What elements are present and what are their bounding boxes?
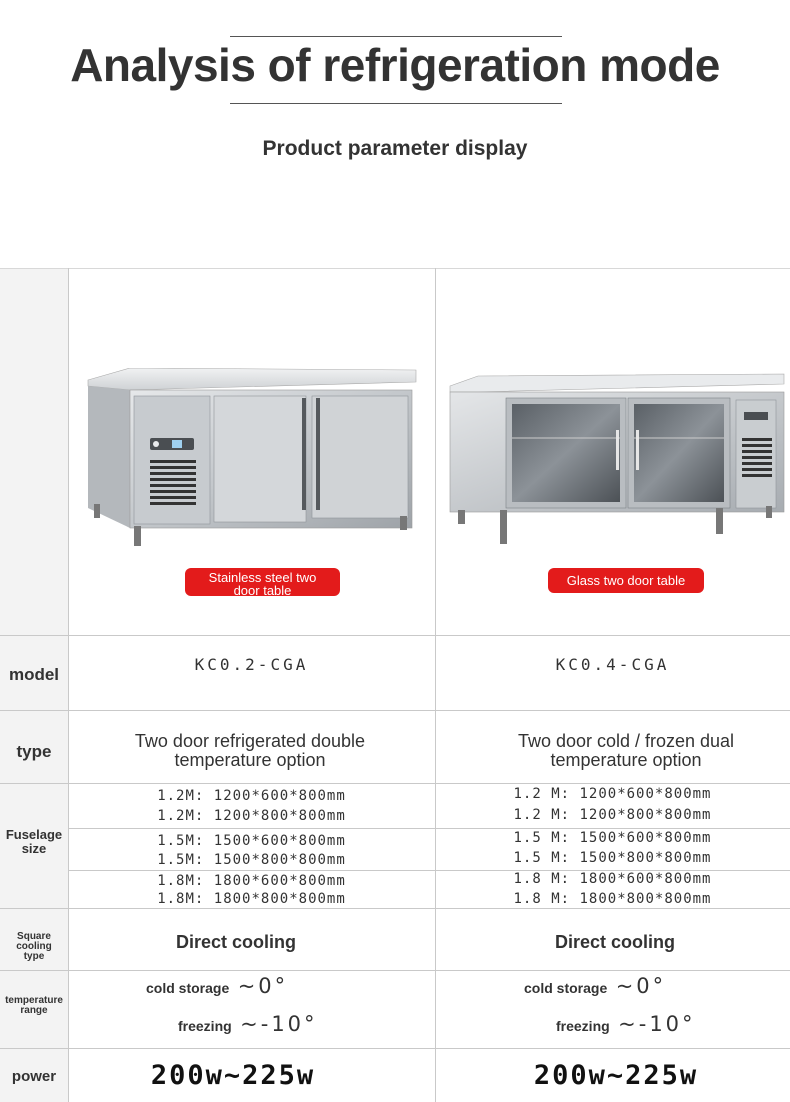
size-value: 1.2 M: 1200*600*800mm — [513, 786, 712, 802]
cooling-value: Direct cooling — [554, 932, 675, 952]
power-value: 200w~225w — [150, 1060, 316, 1091]
page-title: Analysis of refrigeration mode — [70, 39, 720, 91]
row-label-type: type — [16, 742, 52, 761]
size-value: 1.8 M: 1800*600*800mm — [513, 871, 712, 887]
size-value: 1.5M: 1500*800*800mm — [157, 852, 346, 868]
glass-door-table-image — [448, 372, 788, 548]
model-value: KC0.4-CGA — [555, 655, 670, 674]
size-value: 1.8 M: 1800*800*800mm — [513, 891, 712, 907]
freezing-label: freezing — [178, 1018, 232, 1034]
row-label-temperature: temperature range — [5, 995, 63, 1016]
freezing-label: freezing — [556, 1018, 610, 1034]
size-value: 1.8M: 1800*600*800mm — [157, 873, 346, 889]
model-value: KC0.2-CGA — [194, 655, 309, 674]
row-label-cooling: Square cooling type — [16, 931, 52, 962]
temperature-freezing — [556, 1012, 696, 1036]
label-column — [0, 268, 68, 1102]
title-top-rule — [230, 36, 562, 37]
freezing-value: ~-10° — [240, 1012, 318, 1036]
column-divider-2 — [435, 268, 436, 1102]
size-value: 1.2M: 1200*600*800mm — [157, 788, 346, 804]
row-divider — [0, 970, 790, 971]
product-badge-stainless: Stainless steel two door table — [185, 568, 340, 596]
product-badge-glass: Glass two door table — [548, 568, 704, 593]
size-value: 1.5M: 1500*600*800mm — [157, 833, 346, 849]
row-divider — [0, 1048, 790, 1049]
stainless-steel-table-image — [86, 368, 420, 550]
cooling-value: Direct cooling — [175, 932, 296, 952]
title-bottom-rule — [230, 103, 562, 104]
size-value: 1.2M: 1200*800*800mm — [157, 808, 346, 824]
power-value: 200w~225w — [533, 1060, 699, 1091]
cold-storage-value: ~0° — [237, 974, 289, 998]
size-value: 1.5 M: 1500*600*800mm — [513, 830, 712, 846]
size-value: 1.8M: 1800*800*800mm — [157, 891, 346, 907]
temperature-cold-storage — [524, 974, 666, 998]
size-value: 1.5 M: 1500*800*800mm — [513, 850, 712, 866]
cold-storage-label: cold storage — [524, 980, 608, 996]
table-top-border — [0, 268, 790, 269]
row-divider — [0, 635, 790, 636]
cold-storage-value: ~0° — [615, 974, 667, 998]
column-divider-1 — [68, 268, 69, 1102]
freezing-value: ~-10° — [618, 1012, 696, 1036]
cold-storage-label: cold storage — [146, 980, 230, 996]
size-value: 1.2 M: 1200*800*800mm — [513, 807, 712, 823]
parameter-table — [0, 268, 790, 1102]
temperature-freezing — [178, 1012, 318, 1036]
type-value: Two door cold / frozen dual temperature option — [517, 731, 735, 770]
row-divider — [0, 710, 790, 711]
type-value: Two door refrigerated double temperature option — [134, 731, 366, 770]
temperature-cold-storage — [146, 974, 288, 998]
row-label-size: Fuselage size — [5, 827, 63, 856]
row-label-power: power — [11, 1068, 57, 1085]
row-label-model: model — [8, 665, 60, 684]
page-subtitle: Product parameter display — [262, 137, 528, 160]
